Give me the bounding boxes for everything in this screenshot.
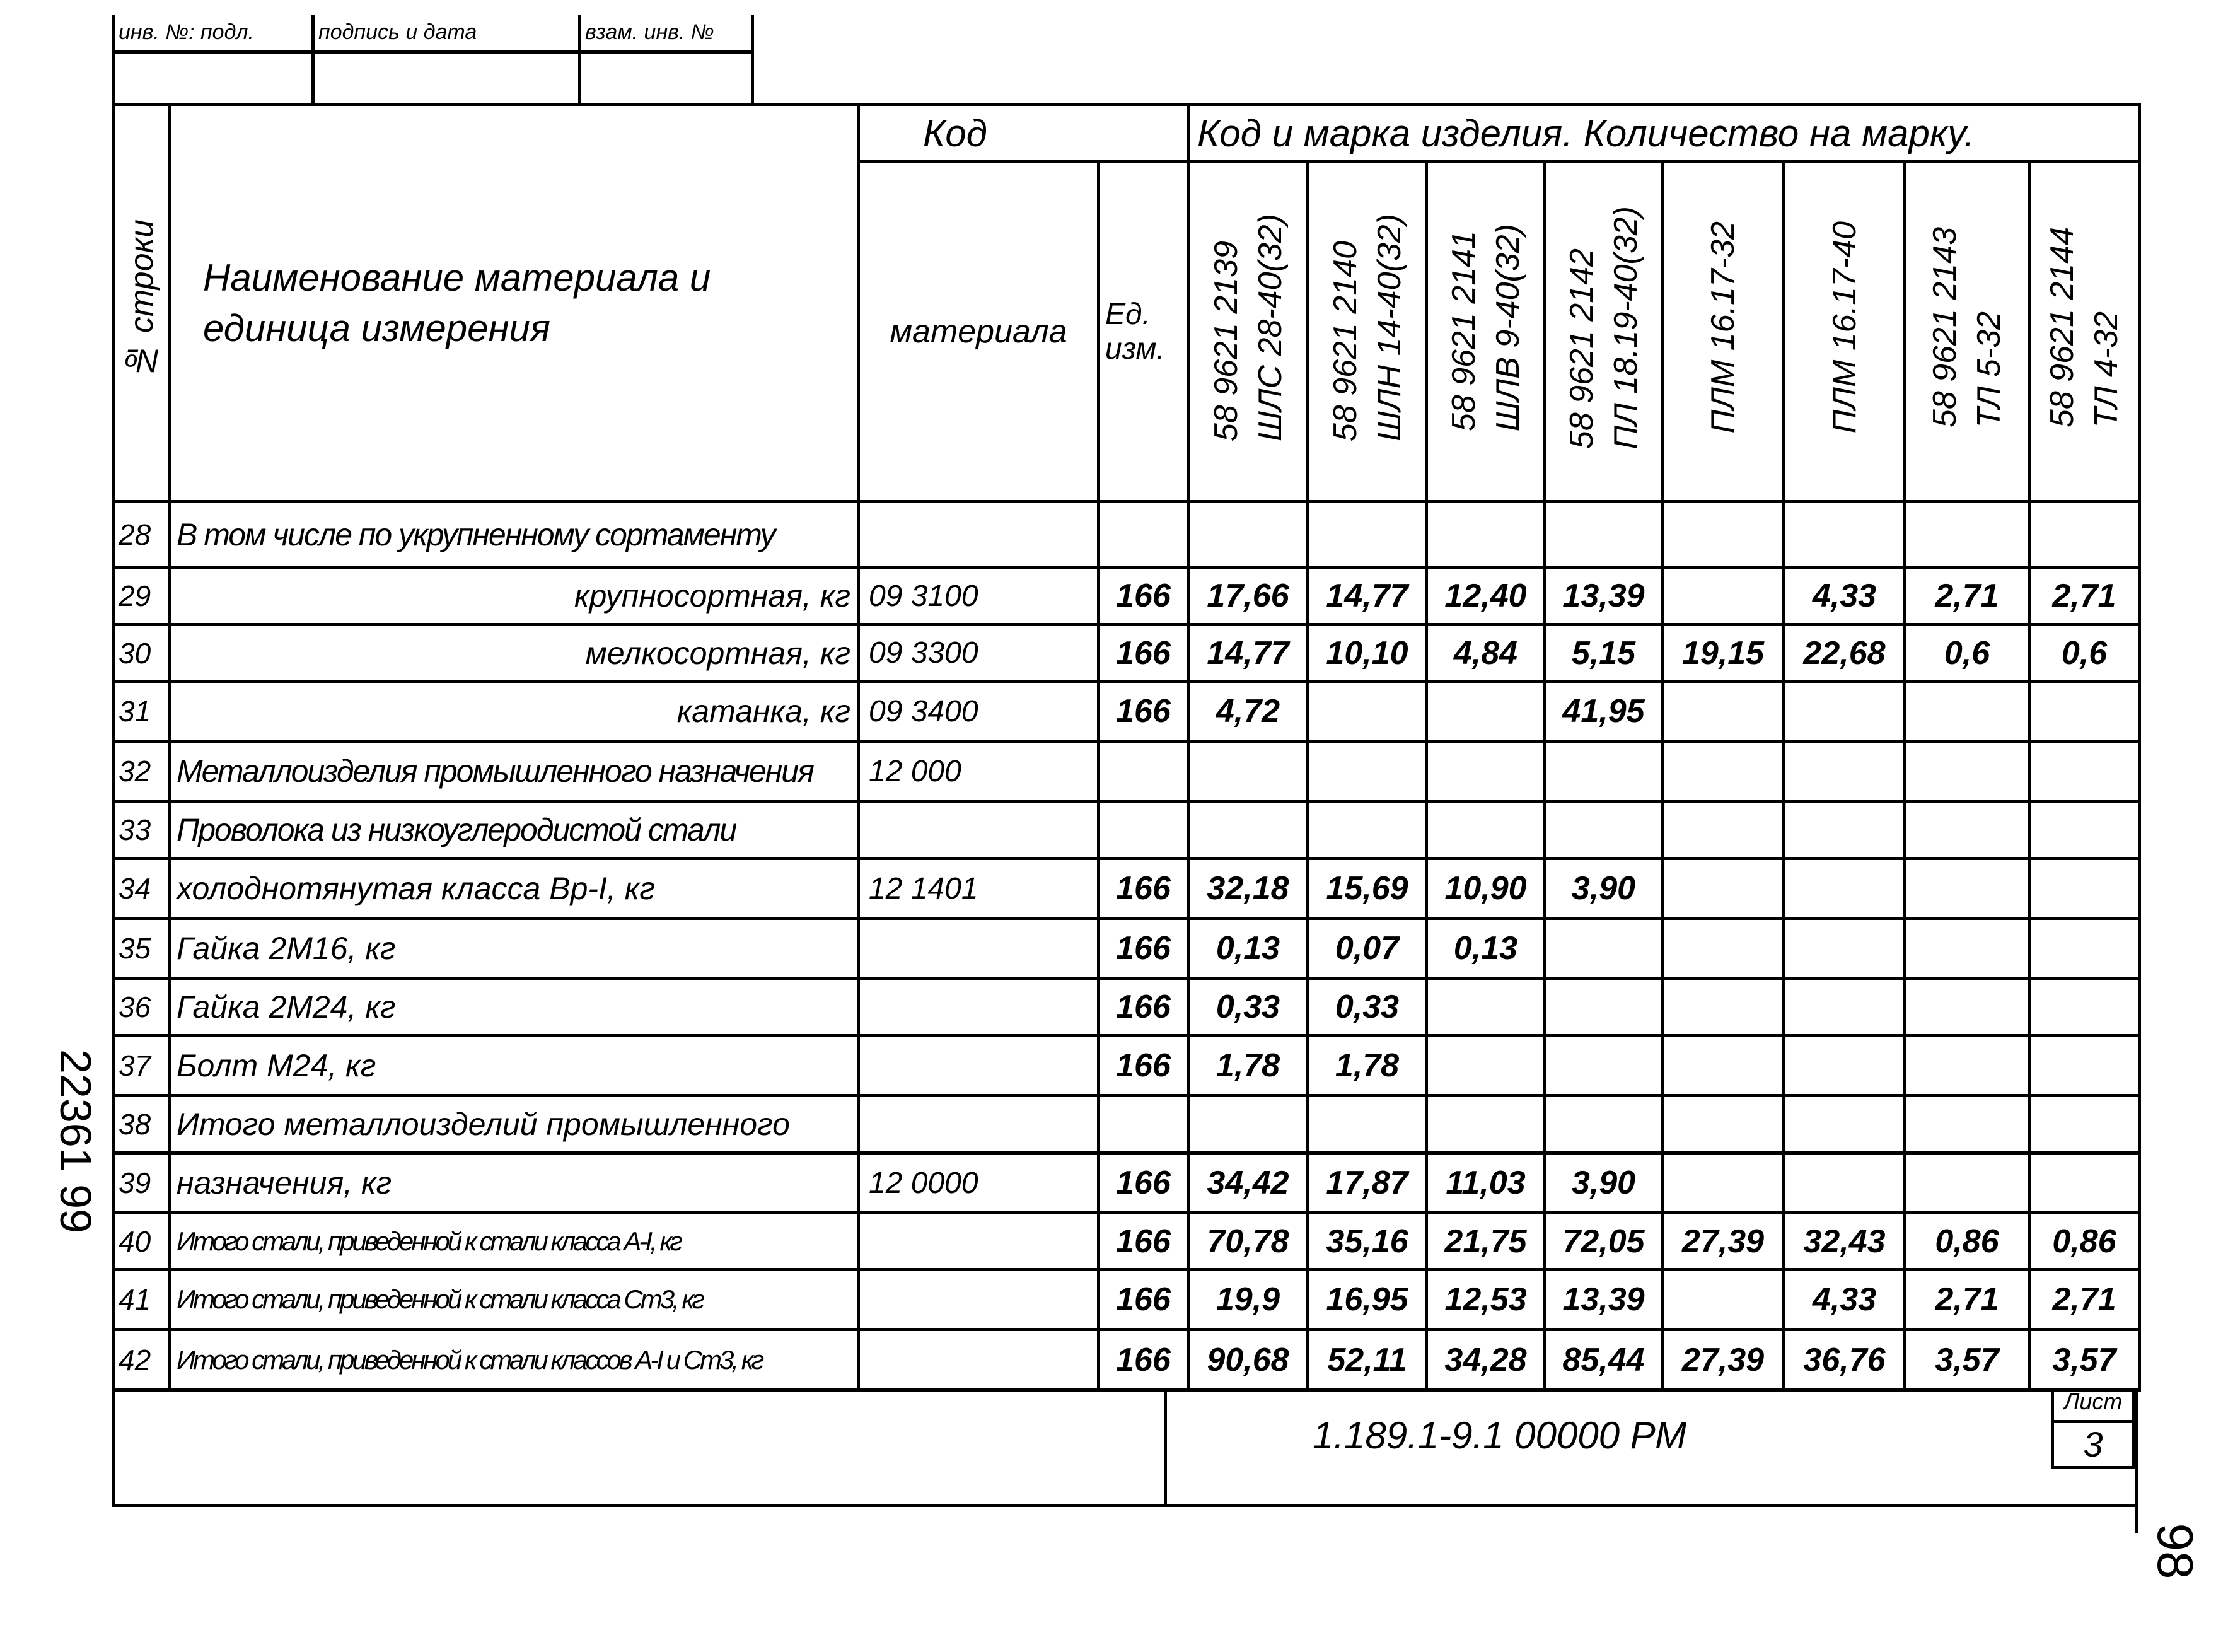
quantity-cell: 70,78 <box>1188 1213 1308 1270</box>
document-code: 1.189.1-9.1 00000 РМ <box>1313 1414 1687 1457</box>
quantity-cell <box>1545 742 1662 801</box>
table-row <box>113 1330 2140 1390</box>
quantity-cell <box>1905 919 2029 979</box>
product-label: ШЛВ 9-40(32) <box>1489 223 1526 432</box>
material-code <box>859 1330 1099 1390</box>
quantity-cell <box>1784 1036 1905 1096</box>
table-row <box>113 859 2140 919</box>
unit-code: 166 <box>1099 979 1188 1036</box>
product-label: 58 9621 2140 <box>1326 240 1364 441</box>
unit-code: 166 <box>1099 859 1188 919</box>
quantity-cell <box>1308 801 1427 859</box>
quantity-cell <box>1784 682 1905 742</box>
approval-stamp <box>112 15 754 103</box>
product-label: 58 9621 2143 <box>1927 227 1963 428</box>
table-row <box>113 919 2140 979</box>
quantity-cell: 34,42 <box>1188 1153 1308 1213</box>
material-name: Итого металлоизделий промышленного <box>170 1096 859 1153</box>
materials-table <box>112 103 2141 1392</box>
quantity-cell <box>1427 502 1545 567</box>
quantity-cell <box>1662 859 1784 919</box>
quantity-cell <box>1545 979 1662 1036</box>
table-row <box>113 742 2140 801</box>
product-label: ПЛ 18.19-40(32) <box>1607 206 1644 450</box>
quantity-cell <box>1784 742 1905 801</box>
quantity-cell <box>1427 979 1545 1036</box>
quantity-cell <box>2029 1036 2140 1096</box>
quantity-cell: 19,15 <box>1662 625 1784 682</box>
header-product <box>1308 162 1427 502</box>
quantity-cell: 14,77 <box>1308 567 1427 625</box>
quantity-cell: 0,86 <box>2029 1213 2140 1270</box>
table-row <box>113 979 2140 1036</box>
quantity-cell <box>2029 502 2140 567</box>
inventory-number: 22361 99 <box>51 1049 100 1233</box>
unit-code: 166 <box>1099 682 1188 742</box>
row-number: 33 <box>113 801 170 859</box>
quantity-cell: 19,9 <box>1188 1270 1308 1330</box>
product-label: ПЛМ 16.17-40 <box>1826 221 1863 434</box>
quantity-cell <box>1905 1153 2029 1213</box>
row-number: 32 <box>113 742 170 801</box>
quantity-cell: 32,43 <box>1784 1213 1905 1270</box>
stamp-label: подпись и дата <box>318 20 477 44</box>
quantity-cell: 85,44 <box>1545 1330 1662 1390</box>
quantity-cell: 13,39 <box>1545 1270 1662 1330</box>
table-row <box>113 1270 2140 1330</box>
table-row <box>113 801 2140 859</box>
quantity-cell <box>1662 801 1784 859</box>
row-number: 31 <box>113 682 170 742</box>
quantity-cell: 13,39 <box>1545 567 1662 625</box>
material-name: мелкосортная, кг <box>170 625 859 682</box>
quantity-cell: 10,10 <box>1308 625 1427 682</box>
unit-code <box>1099 1096 1188 1153</box>
quantity-cell: 52,11 <box>1308 1330 1427 1390</box>
product-label: ШЛН 14-40(32) <box>1371 214 1408 441</box>
product-label: 58 9621 2141 <box>1445 231 1482 432</box>
header-product <box>1784 162 1905 502</box>
material-code: 09 3300 <box>859 625 1099 682</box>
table-row <box>113 1153 2140 1213</box>
material-code: 09 3400 <box>859 682 1099 742</box>
row-number: 30 <box>113 625 170 682</box>
quantity-cell <box>1427 682 1545 742</box>
quantity-cell <box>1545 1036 1662 1096</box>
title-block <box>112 1388 2138 1507</box>
quantity-cell <box>1662 1153 1784 1213</box>
quantity-cell <box>1188 1096 1308 1153</box>
material-code: 09 3100 <box>859 567 1099 625</box>
stamp-label: взам. инв. № <box>585 20 714 44</box>
quantity-cell: 0,6 <box>2029 625 2140 682</box>
quantity-cell: 2,71 <box>2029 567 2140 625</box>
quantity-cell <box>1308 1096 1427 1153</box>
material-name: Болт М24, кг <box>170 1036 859 1096</box>
quantity-cell: 0,6 <box>1905 625 2029 682</box>
quantity-cell <box>1188 742 1308 801</box>
header-product <box>1188 162 1308 502</box>
product-label: 58 9621 2144 <box>2044 227 2080 428</box>
quantity-cell: 22,68 <box>1784 625 1905 682</box>
quantity-cell: 0,13 <box>1427 919 1545 979</box>
product-label: 58 9621 2142 <box>1563 248 1600 450</box>
row-number: 41 <box>113 1270 170 1330</box>
material-name: Итого стали, приведенной к стали класса А-I, кг <box>170 1213 859 1270</box>
material-code <box>859 502 1099 567</box>
header-material: материала <box>859 162 1099 502</box>
quantity-cell: 4,33 <box>1784 567 1905 625</box>
quantity-cell <box>1427 801 1545 859</box>
quantity-cell: 10,90 <box>1427 859 1545 919</box>
quantity-cell: 12,40 <box>1427 567 1545 625</box>
quantity-cell: 41,95 <box>1545 682 1662 742</box>
material-name: холоднотянутая класса Вр-I, кг <box>170 859 859 919</box>
row-number: 40 <box>113 1213 170 1270</box>
quantity-cell: 2,71 <box>2029 1270 2140 1330</box>
quantity-cell <box>1662 682 1784 742</box>
table-row <box>113 502 2140 567</box>
quantity-cell <box>1905 682 2029 742</box>
unit-code: 166 <box>1099 625 1188 682</box>
quantity-cell: 27,39 <box>1662 1330 1784 1390</box>
material-code <box>859 1270 1099 1330</box>
unit-code: 166 <box>1099 1153 1188 1213</box>
quantity-cell <box>1662 1096 1784 1153</box>
quantity-cell: 17,66 <box>1188 567 1308 625</box>
quantity-cell: 4,84 <box>1427 625 1545 682</box>
quantity-cell <box>1784 1096 1905 1153</box>
quantity-cell: 0,13 <box>1188 919 1308 979</box>
header-code: Код <box>859 105 1188 162</box>
quantity-cell <box>1905 502 2029 567</box>
quantity-cell: 0,86 <box>1905 1213 2029 1270</box>
row-number: 35 <box>113 919 170 979</box>
quantity-cell <box>1427 742 1545 801</box>
quantity-cell: 34,28 <box>1427 1330 1545 1390</box>
quantity-cell: 0,07 <box>1308 919 1427 979</box>
quantity-cell: 15,69 <box>1308 859 1427 919</box>
quantity-cell: 90,68 <box>1188 1330 1308 1390</box>
quantity-cell <box>2029 1153 2140 1213</box>
quantity-cell <box>1662 979 1784 1036</box>
quantity-cell <box>1545 1096 1662 1153</box>
table-row <box>113 682 2140 742</box>
material-code: 12 1401 <box>859 859 1099 919</box>
material-code: 12 0000 <box>859 1153 1099 1213</box>
material-name: Гайка 2М16, кг <box>170 919 859 979</box>
quantity-cell: 1,78 <box>1188 1036 1308 1096</box>
quantity-cell <box>1905 801 2029 859</box>
quantity-cell <box>1662 919 1784 979</box>
material-name: Итого стали, приведенной к стали классов А-I и Ст3, кг <box>170 1330 859 1390</box>
material-name: Итого стали, приведенной к стали класса Ст3, кг <box>170 1270 859 1330</box>
quantity-cell: 16,95 <box>1308 1270 1427 1330</box>
quantity-cell: 3,90 <box>1545 1153 1662 1213</box>
row-number: 28 <box>113 502 170 567</box>
product-label: ТЛ 4-32 <box>2088 311 2125 428</box>
quantity-cell <box>1905 859 2029 919</box>
sheet-label: Лист <box>2054 1388 2132 1423</box>
row-number: 36 <box>113 979 170 1036</box>
quantity-cell: 3,57 <box>1905 1330 2029 1390</box>
unit-code <box>1099 801 1188 859</box>
quantity-cell <box>1905 979 2029 1036</box>
quantity-cell: 4,33 <box>1784 1270 1905 1330</box>
quantity-cell <box>2029 979 2140 1036</box>
quantity-cell <box>2029 801 2140 859</box>
header-row-no: № строки <box>113 105 170 502</box>
sheet-box <box>2051 1388 2135 1469</box>
unit-code: 166 <box>1099 1270 1188 1330</box>
unit-code: 166 <box>1099 1213 1188 1270</box>
material-code <box>859 1096 1099 1153</box>
header-product <box>1545 162 1662 502</box>
quantity-cell <box>2029 919 2140 979</box>
quantity-cell: 5,15 <box>1545 625 1662 682</box>
header-product <box>2029 162 2140 502</box>
material-name: катанка, кг <box>170 682 859 742</box>
table-row <box>113 1213 2140 1270</box>
quantity-cell: 17,87 <box>1308 1153 1427 1213</box>
material-name: Проволока из низкоуглеродистой стали <box>170 801 859 859</box>
unit-code <box>1099 502 1188 567</box>
material-code <box>859 1213 1099 1270</box>
header-product-group: Код и марка изделия. Количество на марку. <box>1188 105 2140 162</box>
row-number: 37 <box>113 1036 170 1096</box>
quantity-cell: 12,53 <box>1427 1270 1545 1330</box>
quantity-cell <box>1784 979 1905 1036</box>
quantity-cell <box>2029 1096 2140 1153</box>
quantity-cell <box>1784 502 1905 567</box>
quantity-cell <box>1905 742 2029 801</box>
row-number: 34 <box>113 859 170 919</box>
quantity-cell: 3,90 <box>1545 859 1662 919</box>
quantity-cell <box>1545 502 1662 567</box>
quantity-cell: 36,76 <box>1784 1330 1905 1390</box>
row-number: 42 <box>113 1330 170 1390</box>
row-number: 39 <box>113 1153 170 1213</box>
page-number: 98 <box>2147 1523 2203 1579</box>
quantity-cell: 21,75 <box>1427 1213 1545 1270</box>
material-name: Металлоизделия промышленного назначения <box>170 742 859 801</box>
quantity-cell <box>1427 1036 1545 1096</box>
quantity-cell <box>1662 1270 1784 1330</box>
unit-code: 166 <box>1099 919 1188 979</box>
quantity-cell <box>1545 801 1662 859</box>
quantity-cell: 35,16 <box>1308 1213 1427 1270</box>
quantity-cell <box>2029 682 2140 742</box>
quantity-cell: 3,57 <box>2029 1330 2140 1390</box>
row-number: 29 <box>113 567 170 625</box>
material-code <box>859 979 1099 1036</box>
quantity-cell <box>1784 859 1905 919</box>
quantity-cell <box>1427 1096 1545 1153</box>
quantity-cell: 0,33 <box>1188 979 1308 1036</box>
quantity-cell: 32,18 <box>1188 859 1308 919</box>
quantity-cell <box>2029 859 2140 919</box>
material-code: 12 000 <box>859 742 1099 801</box>
product-label: 58 9621 2139 <box>1207 240 1245 441</box>
material-code <box>859 919 1099 979</box>
header-product <box>1662 162 1784 502</box>
material-name: В том числе по укрупненному сортаменту <box>170 502 859 567</box>
quantity-cell <box>1545 919 1662 979</box>
unit-code: 166 <box>1099 567 1188 625</box>
row-number: 38 <box>113 1096 170 1153</box>
product-label: ТЛ 5-32 <box>1971 311 2007 428</box>
table-row <box>113 625 2140 682</box>
material-code <box>859 1036 1099 1096</box>
sheet-number: 3 <box>2083 1424 2103 1464</box>
quantity-cell <box>1662 502 1784 567</box>
quantity-cell: 14,77 <box>1188 625 1308 682</box>
quantity-cell: 2,71 <box>1905 1270 2029 1330</box>
quantity-cell <box>1784 801 1905 859</box>
quantity-cell <box>1308 742 1427 801</box>
stamp-label: инв. №: подл. <box>119 20 255 44</box>
header-product <box>1905 162 2029 502</box>
material-name: крупносортная, кг <box>170 567 859 625</box>
quantity-cell <box>1662 1036 1784 1096</box>
quantity-cell <box>1188 502 1308 567</box>
quantity-cell <box>1784 919 1905 979</box>
quantity-cell: 72,05 <box>1545 1213 1662 1270</box>
table-row <box>113 1036 2140 1096</box>
material-name: Гайка 2М24, кг <box>170 979 859 1036</box>
quantity-cell <box>2029 742 2140 801</box>
header-unit: Ед. изм. <box>1099 162 1188 502</box>
quantity-cell <box>1784 1153 1905 1213</box>
unit-code <box>1099 742 1188 801</box>
material-code <box>859 801 1099 859</box>
quantity-cell <box>1905 1096 2029 1153</box>
quantity-cell <box>1308 502 1427 567</box>
quantity-cell <box>1308 682 1427 742</box>
product-label: ШЛС 28-40(32) <box>1251 214 1289 441</box>
quantity-cell: 11,03 <box>1427 1153 1545 1213</box>
header-name: Наименование материала и единица измерения <box>170 105 859 502</box>
quantity-cell: 4,72 <box>1188 682 1308 742</box>
table-row <box>113 1096 2140 1153</box>
product-label: ПЛМ 16.17-32 <box>1705 221 1741 434</box>
quantity-cell <box>1905 1036 2029 1096</box>
quantity-cell: 27,39 <box>1662 1213 1784 1270</box>
quantity-cell <box>1188 801 1308 859</box>
quantity-cell <box>1662 567 1784 625</box>
unit-code: 166 <box>1099 1330 1188 1390</box>
table-row <box>113 567 2140 625</box>
quantity-cell: 2,71 <box>1905 567 2029 625</box>
material-name: назначения, кг <box>170 1153 859 1213</box>
quantity-cell: 0,33 <box>1308 979 1427 1036</box>
unit-code: 166 <box>1099 1036 1188 1096</box>
header-product <box>1427 162 1545 502</box>
quantity-cell: 1,78 <box>1308 1036 1427 1096</box>
quantity-cell <box>1662 742 1784 801</box>
